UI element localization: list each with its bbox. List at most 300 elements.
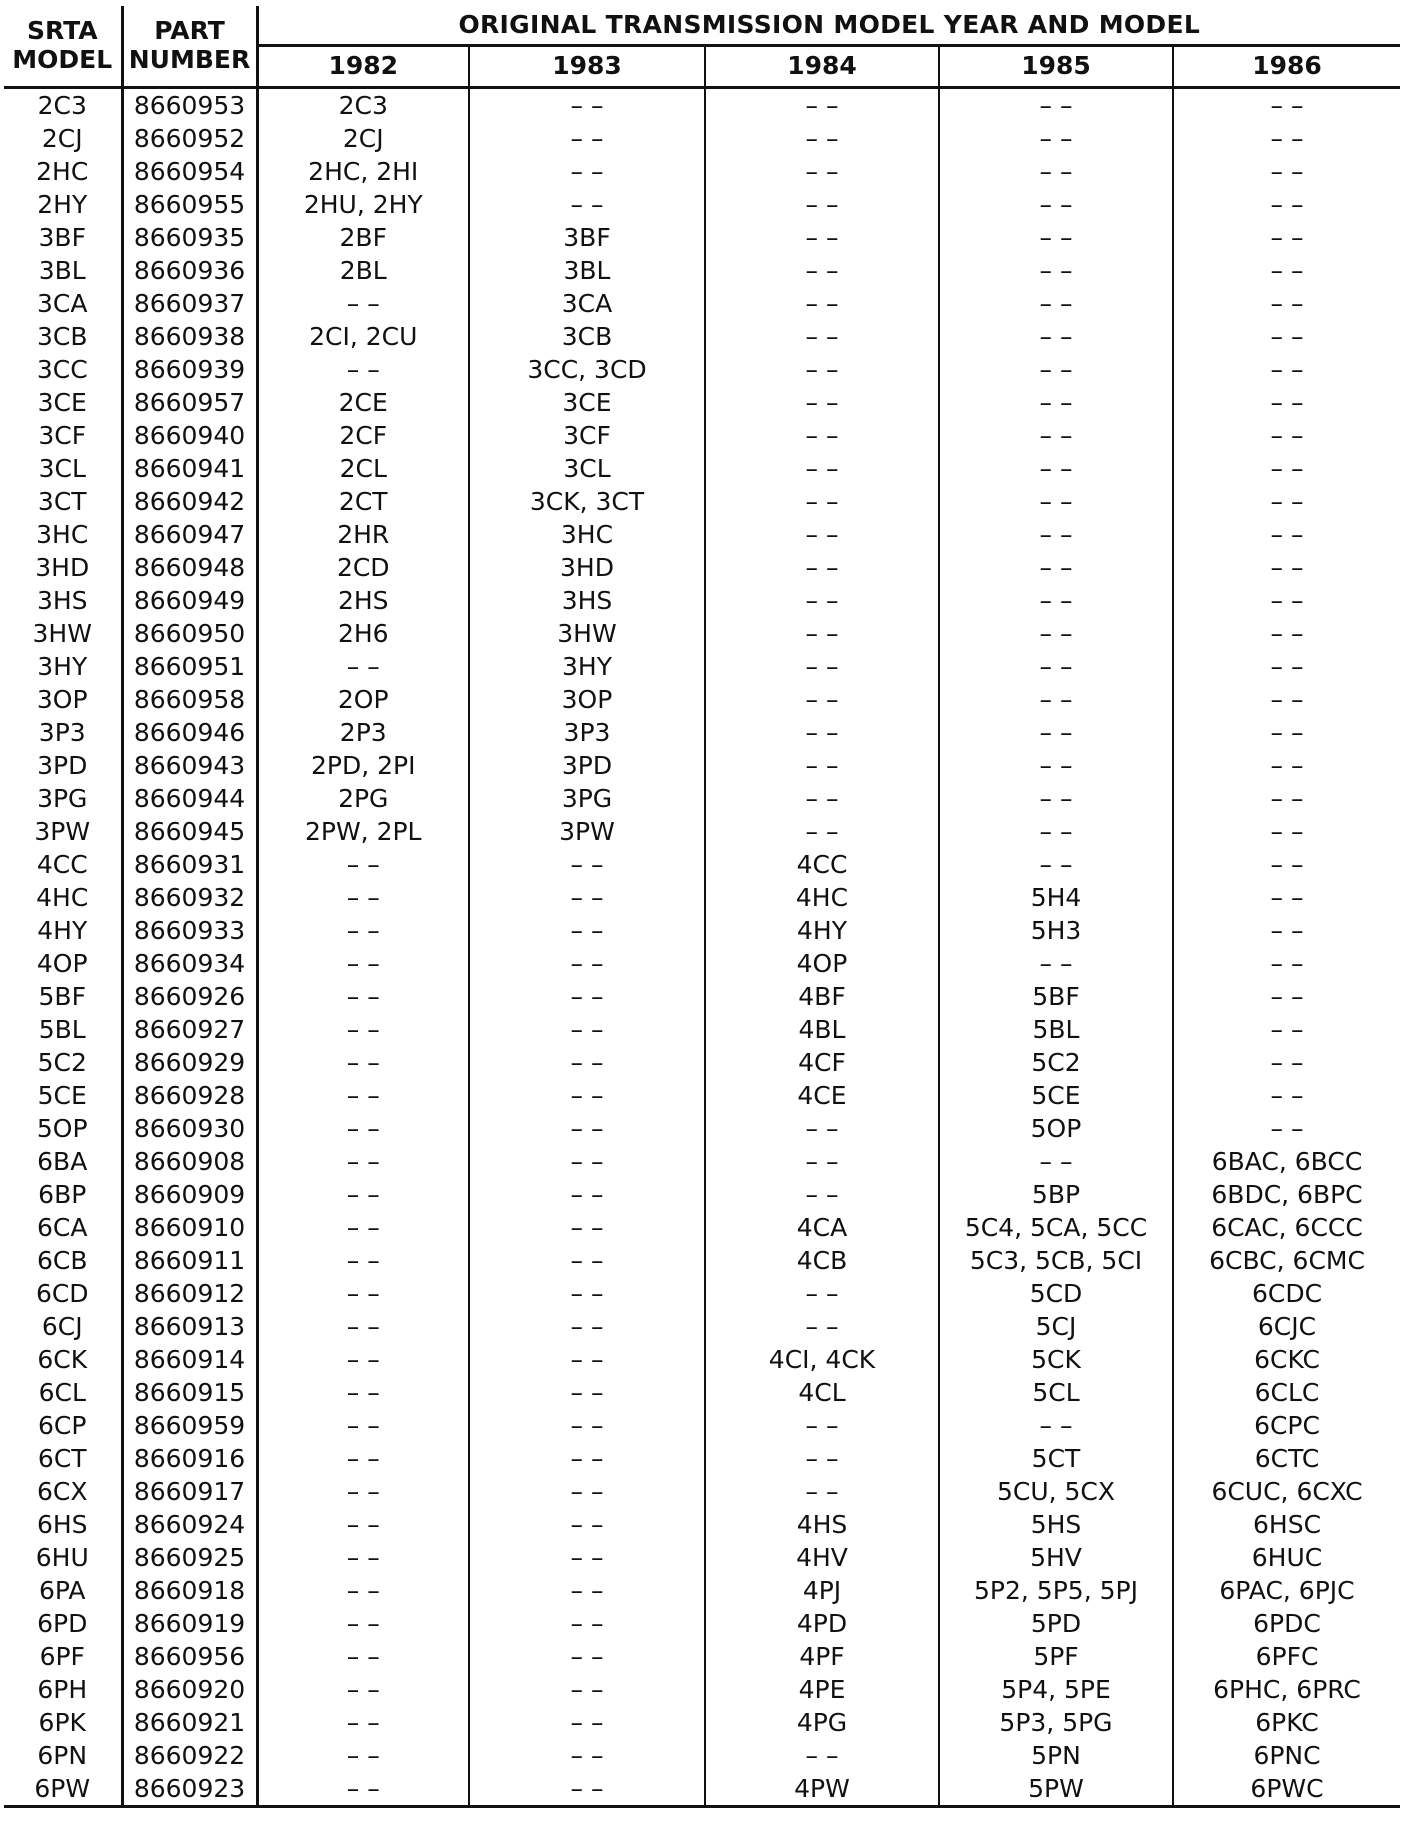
cell-part-number: 8660925 bbox=[122, 1541, 257, 1574]
table-row bbox=[4, 1112, 1400, 1145]
table-row bbox=[4, 88, 1400, 123]
table-row bbox=[4, 1475, 1400, 1508]
cell-1985: – – bbox=[939, 749, 1173, 782]
cell-1984: – – bbox=[705, 815, 939, 848]
cell-1986: 6CLC bbox=[1254, 1378, 1320, 1407]
cell-1986: – – bbox=[1270, 553, 1304, 582]
cell-srta-model: 4OP bbox=[4, 947, 122, 980]
cell-srta-model: 6CA bbox=[4, 1211, 122, 1244]
cell-1983: 3HD bbox=[469, 551, 705, 584]
cell-1985: 5P4, 5PE bbox=[939, 1673, 1173, 1706]
table-row bbox=[4, 1442, 1400, 1475]
cell-part-number: 8660947 bbox=[122, 518, 257, 551]
cell-1983: – – bbox=[469, 1079, 705, 1112]
srta-model-table bbox=[4, 6, 1400, 1808]
cell-1984: – – bbox=[705, 386, 939, 419]
cell-1982: – – bbox=[257, 1310, 469, 1343]
cell-1984: – – bbox=[705, 221, 939, 254]
table-row bbox=[4, 1211, 1400, 1244]
cell-1985: – – bbox=[939, 188, 1173, 221]
cell-1986: – – bbox=[1270, 685, 1304, 714]
cell-1984: – – bbox=[705, 1310, 939, 1343]
table-row bbox=[4, 914, 1400, 947]
cell-srta-model: 6PK bbox=[4, 1706, 122, 1739]
cell-1983: – – bbox=[469, 1277, 705, 1310]
cell-1985: 5HV bbox=[939, 1541, 1173, 1574]
cell-part-number: 8660917 bbox=[122, 1475, 257, 1508]
header-part-number bbox=[122, 6, 257, 88]
table-row bbox=[4, 749, 1400, 782]
cell-part-number: 8660912 bbox=[122, 1277, 257, 1310]
cell-1984: 4OP bbox=[705, 947, 939, 980]
cell-1985: – – bbox=[939, 518, 1173, 551]
cell-srta-model: 3HW bbox=[4, 617, 122, 650]
cell-1983: 3BF bbox=[469, 221, 705, 254]
cell-srta-model: 3HS bbox=[4, 584, 122, 617]
cell-1983: – – bbox=[469, 848, 705, 881]
cell-1985: 5BF bbox=[939, 980, 1173, 1013]
cell-srta-model: 3OP bbox=[4, 683, 122, 716]
table-row bbox=[4, 980, 1400, 1013]
cell-1983: – – bbox=[469, 1673, 705, 1706]
cell-1985: – – bbox=[939, 815, 1173, 848]
cell-1984: – – bbox=[705, 452, 939, 485]
cell-1985: – – bbox=[939, 287, 1173, 320]
cell-1982: 2CD bbox=[257, 551, 469, 584]
cell-1986: – – bbox=[1270, 421, 1304, 450]
cell-1983: – – bbox=[469, 1310, 705, 1343]
cell-1982: – – bbox=[257, 1211, 469, 1244]
cell-1986: – – bbox=[1270, 784, 1304, 813]
cell-1985: 5C2 bbox=[939, 1046, 1173, 1079]
cell-srta-model: 3PW bbox=[4, 815, 122, 848]
cell-1982: – – bbox=[257, 1343, 469, 1376]
cell-1985: 5CK bbox=[939, 1343, 1173, 1376]
cell-1986: 6BAC, 6BCC bbox=[1211, 1147, 1363, 1176]
cell-srta-model: 5OP bbox=[4, 1112, 122, 1145]
cell-srta-model: 6PA bbox=[4, 1574, 122, 1607]
cell-1985: – – bbox=[939, 155, 1173, 188]
cell-1983: – – bbox=[469, 1013, 705, 1046]
table-row bbox=[4, 716, 1400, 749]
cell-1982: – – bbox=[257, 353, 469, 386]
cell-part-number: 8660948 bbox=[122, 551, 257, 584]
cell-1986: – – bbox=[1270, 751, 1304, 780]
cell-1985: 5OP bbox=[939, 1112, 1173, 1145]
table-header bbox=[4, 6, 1400, 88]
cell-1985: – – bbox=[939, 221, 1173, 254]
cell-1986: 6CDC bbox=[1251, 1279, 1323, 1308]
table-row bbox=[4, 815, 1400, 848]
cell-1985: – – bbox=[939, 947, 1173, 980]
table-row bbox=[4, 1640, 1400, 1673]
cell-1986: – – bbox=[1270, 982, 1304, 1011]
cell-1986: 6PDC bbox=[1253, 1609, 1321, 1638]
cell-1985: – – bbox=[939, 386, 1173, 419]
cell-1982: 2CJ bbox=[257, 122, 469, 155]
cell-1986: – – bbox=[1270, 223, 1304, 252]
table-row bbox=[4, 452, 1400, 485]
cell-1983: – – bbox=[469, 188, 705, 221]
cell-1983: – – bbox=[469, 1442, 705, 1475]
cell-1984: – – bbox=[705, 683, 939, 716]
cell-srta-model: 6PF bbox=[4, 1640, 122, 1673]
cell-1986: 6CTC bbox=[1254, 1444, 1320, 1473]
cell-1986: – – bbox=[1270, 916, 1304, 945]
cell-1984: 4PW bbox=[705, 1772, 939, 1807]
cell-1983: 3PW bbox=[469, 815, 705, 848]
cell-srta-model: 6HS bbox=[4, 1508, 122, 1541]
cell-1984: 4PJ bbox=[705, 1574, 939, 1607]
cell-1983: – – bbox=[469, 1343, 705, 1376]
cell-1986: 6CUC, 6CXC bbox=[1211, 1477, 1363, 1506]
table-row bbox=[4, 1574, 1400, 1607]
table-row bbox=[4, 1277, 1400, 1310]
cell-1982: – – bbox=[257, 1409, 469, 1442]
cell-1982: 2PW, 2PL bbox=[257, 815, 469, 848]
cell-1983: – – bbox=[469, 1178, 705, 1211]
header-year-1985: 1985 bbox=[939, 46, 1173, 88]
cell-part-number: 8660959 bbox=[122, 1409, 257, 1442]
cell-1982: 2BL bbox=[257, 254, 469, 287]
cell-1984: 4HS bbox=[705, 1508, 939, 1541]
cell-1986: 6CBC, 6CMC bbox=[1209, 1246, 1365, 1275]
cell-1984: – – bbox=[705, 1442, 939, 1475]
table-row bbox=[4, 1739, 1400, 1772]
cell-1986: – – bbox=[1270, 157, 1304, 186]
cell-1986: – – bbox=[1270, 817, 1304, 846]
cell-1984: – – bbox=[705, 650, 939, 683]
cell-srta-model: 6PN bbox=[4, 1739, 122, 1772]
header-row-top bbox=[4, 6, 1400, 46]
table-body bbox=[4, 88, 1400, 1807]
cell-1985: – – bbox=[939, 122, 1173, 155]
cell-part-number: 8660943 bbox=[122, 749, 257, 782]
cell-1985: – – bbox=[939, 584, 1173, 617]
table-row bbox=[4, 683, 1400, 716]
cell-part-number: 8660932 bbox=[122, 881, 257, 914]
table-row bbox=[4, 1310, 1400, 1343]
cell-part-number: 8660942 bbox=[122, 485, 257, 518]
cell-1986: 6HUC bbox=[1251, 1543, 1323, 1572]
cell-1982: 2P3 bbox=[257, 716, 469, 749]
cell-1985: 5CU, 5CX bbox=[939, 1475, 1173, 1508]
table-row bbox=[4, 1013, 1400, 1046]
cell-1984: 4CI, 4CK bbox=[705, 1343, 939, 1376]
cell-1986: – – bbox=[1270, 520, 1304, 549]
cell-srta-model: 3BL bbox=[4, 254, 122, 287]
cell-1983: 3HS bbox=[469, 584, 705, 617]
table-row bbox=[4, 254, 1400, 287]
cell-1984: – – bbox=[705, 1739, 939, 1772]
cell-1985: – – bbox=[939, 88, 1173, 123]
table-row bbox=[4, 947, 1400, 980]
cell-1984: – – bbox=[705, 287, 939, 320]
cell-srta-model: 6PD bbox=[4, 1607, 122, 1640]
cell-1983: 3PD bbox=[469, 749, 705, 782]
cell-srta-model: 3CE bbox=[4, 386, 122, 419]
table-row bbox=[4, 617, 1400, 650]
table-row bbox=[4, 1409, 1400, 1442]
cell-1986: – – bbox=[1270, 190, 1304, 219]
cell-1985: – – bbox=[939, 452, 1173, 485]
cell-srta-model: 6CD bbox=[4, 1277, 122, 1310]
cell-1986: – – bbox=[1270, 124, 1304, 153]
cell-1984: 4HC bbox=[705, 881, 939, 914]
header-year-1982: 1982 bbox=[257, 46, 469, 88]
cell-1985: 5P2, 5P5, 5PJ bbox=[939, 1574, 1173, 1607]
cell-part-number: 8660949 bbox=[122, 584, 257, 617]
table-row bbox=[4, 1607, 1400, 1640]
table-row bbox=[4, 584, 1400, 617]
cell-1983: – – bbox=[469, 914, 705, 947]
table-row bbox=[4, 1673, 1400, 1706]
cell-srta-model: 5C2 bbox=[4, 1046, 122, 1079]
cell-1985: 5CJ bbox=[939, 1310, 1173, 1343]
cell-part-number: 8660914 bbox=[122, 1343, 257, 1376]
table-row bbox=[4, 419, 1400, 452]
cell-1986: 6BDC, 6BPC bbox=[1211, 1180, 1363, 1209]
cell-srta-model: 3HC bbox=[4, 518, 122, 551]
cell-1984: – – bbox=[705, 584, 939, 617]
cell-1985: – – bbox=[939, 1409, 1173, 1442]
cell-1983: – – bbox=[469, 1574, 705, 1607]
cell-1983: 3HC bbox=[469, 518, 705, 551]
cell-1985: – – bbox=[939, 320, 1173, 353]
cell-1982: – – bbox=[257, 1475, 469, 1508]
cell-part-number: 8660935 bbox=[122, 221, 257, 254]
cell-1986: – – bbox=[1270, 652, 1304, 681]
cell-part-number: 8660954 bbox=[122, 155, 257, 188]
cell-1986: – – bbox=[1270, 289, 1304, 318]
cell-1984: – – bbox=[705, 617, 939, 650]
cell-srta-model: 3BF bbox=[4, 221, 122, 254]
cell-1984: – – bbox=[705, 155, 939, 188]
cell-1982: – – bbox=[257, 947, 469, 980]
cell-srta-model: 2HC bbox=[4, 155, 122, 188]
cell-1982: 2HS bbox=[257, 584, 469, 617]
cell-1982: 2CT bbox=[257, 485, 469, 518]
cell-part-number: 8660933 bbox=[122, 914, 257, 947]
cell-1985: 5PD bbox=[939, 1607, 1173, 1640]
cell-1986: – – bbox=[1270, 355, 1304, 384]
cell-1984: – – bbox=[705, 88, 939, 123]
cell-1982: – – bbox=[257, 1079, 469, 1112]
cell-1983: – – bbox=[469, 122, 705, 155]
cell-1984: 4PF bbox=[705, 1640, 939, 1673]
header-original-transmission: ORIGINAL TRANSMISSION MODEL YEAR AND MODEL bbox=[257, 6, 1400, 46]
table-row bbox=[4, 848, 1400, 881]
cell-1984: 4PE bbox=[705, 1673, 939, 1706]
cell-1986: – – bbox=[1270, 388, 1304, 417]
cell-1986: – – bbox=[1270, 454, 1304, 483]
table-row bbox=[4, 188, 1400, 221]
cell-srta-model: 6CX bbox=[4, 1475, 122, 1508]
table-row bbox=[4, 320, 1400, 353]
cell-1983: 3CF bbox=[469, 419, 705, 452]
cell-part-number: 8660940 bbox=[122, 419, 257, 452]
cell-1984: 4CB bbox=[705, 1244, 939, 1277]
cell-1986: 6CAC, 6CCC bbox=[1211, 1213, 1363, 1242]
cell-1983: – – bbox=[469, 881, 705, 914]
cell-1985: 5PW bbox=[939, 1772, 1173, 1807]
cell-1982: – – bbox=[257, 287, 469, 320]
cell-part-number: 8660955 bbox=[122, 188, 257, 221]
cell-1982: 2BF bbox=[257, 221, 469, 254]
cell-1983: – – bbox=[469, 1541, 705, 1574]
cell-part-number: 8660918 bbox=[122, 1574, 257, 1607]
cell-1982: – – bbox=[257, 1376, 469, 1409]
cell-1984: – – bbox=[705, 188, 939, 221]
cell-1983: – – bbox=[469, 1046, 705, 1079]
table-row bbox=[4, 1178, 1400, 1211]
cell-srta-model: 3CC bbox=[4, 353, 122, 386]
table-row bbox=[4, 1376, 1400, 1409]
cell-1983: 3CK, 3CT bbox=[469, 485, 705, 518]
cell-1985: – – bbox=[939, 716, 1173, 749]
cell-1982: 2C3 bbox=[257, 88, 469, 123]
cell-1983: 3PG bbox=[469, 782, 705, 815]
cell-1984: 4HV bbox=[705, 1541, 939, 1574]
cell-part-number: 8660911 bbox=[122, 1244, 257, 1277]
cell-part-number: 8660921 bbox=[122, 1706, 257, 1739]
table-row bbox=[4, 1046, 1400, 1079]
cell-part-number: 8660919 bbox=[122, 1607, 257, 1640]
cell-1984: – – bbox=[705, 551, 939, 584]
cell-1986: – – bbox=[1270, 91, 1304, 120]
cell-1982: – – bbox=[257, 848, 469, 881]
cell-1983: – – bbox=[469, 1112, 705, 1145]
cell-1982: 2PG bbox=[257, 782, 469, 815]
cell-1983: – – bbox=[469, 1409, 705, 1442]
cell-part-number: 8660920 bbox=[122, 1673, 257, 1706]
cell-1982: 2HU, 2HY bbox=[257, 188, 469, 221]
cell-1984: – – bbox=[705, 122, 939, 155]
cell-1982: – – bbox=[257, 1013, 469, 1046]
cell-1984: – – bbox=[705, 782, 939, 815]
cell-1986: 6HSC bbox=[1253, 1510, 1322, 1539]
cell-srta-model: 6CB bbox=[4, 1244, 122, 1277]
cell-1983: 3CB bbox=[469, 320, 705, 353]
table-row bbox=[4, 386, 1400, 419]
cell-srta-model: 5BL bbox=[4, 1013, 122, 1046]
cell-1986: – – bbox=[1270, 883, 1304, 912]
cell-1984: 4CL bbox=[705, 1376, 939, 1409]
cell-part-number: 8660922 bbox=[122, 1739, 257, 1772]
cell-1985: – – bbox=[939, 254, 1173, 287]
cell-part-number: 8660950 bbox=[122, 617, 257, 650]
cell-1983: 3CA bbox=[469, 287, 705, 320]
cell-1985: – – bbox=[939, 1145, 1173, 1178]
cell-1982: – – bbox=[257, 1673, 469, 1706]
table-row bbox=[4, 1541, 1400, 1574]
cell-1983: – – bbox=[469, 155, 705, 188]
cell-part-number: 8660958 bbox=[122, 683, 257, 716]
cell-part-number: 8660952 bbox=[122, 122, 257, 155]
cell-1984: – – bbox=[705, 1178, 939, 1211]
cell-srta-model: 6CJ bbox=[4, 1310, 122, 1343]
cell-1983: 3HY bbox=[469, 650, 705, 683]
cell-srta-model: 4HC bbox=[4, 881, 122, 914]
cell-1982: – – bbox=[257, 1640, 469, 1673]
cell-1985: 5PN bbox=[939, 1739, 1173, 1772]
cell-part-number: 8660915 bbox=[122, 1376, 257, 1409]
cell-part-number: 8660941 bbox=[122, 452, 257, 485]
cell-1982: – – bbox=[257, 1508, 469, 1541]
cell-1985: 5P3, 5PG bbox=[939, 1706, 1173, 1739]
cell-1982: 2OP bbox=[257, 683, 469, 716]
cell-1986: – – bbox=[1270, 949, 1304, 978]
cell-1985: – – bbox=[939, 782, 1173, 815]
cell-1986: 6PWC bbox=[1173, 1772, 1400, 1807]
cell-1986: – – bbox=[1270, 1081, 1304, 1110]
cell-part-number: 8660957 bbox=[122, 386, 257, 419]
cell-srta-model: 3CF bbox=[4, 419, 122, 452]
header-year-1983: 1983 bbox=[469, 46, 705, 88]
cell-srta-model: 6PW bbox=[4, 1772, 122, 1807]
table-row bbox=[4, 782, 1400, 815]
cell-srta-model: 2CJ bbox=[4, 122, 122, 155]
cell-1986: – – bbox=[1270, 619, 1304, 648]
header-srta-model bbox=[4, 6, 122, 88]
cell-srta-model: 6BA bbox=[4, 1145, 122, 1178]
cell-1985: – – bbox=[939, 650, 1173, 683]
cell-1982: 2CL bbox=[257, 452, 469, 485]
cell-1984: 4CF bbox=[705, 1046, 939, 1079]
cell-srta-model: 6CK bbox=[4, 1343, 122, 1376]
cell-part-number: 8660937 bbox=[122, 287, 257, 320]
cell-1985: 5BP bbox=[939, 1178, 1173, 1211]
cell-srta-model: 3P3 bbox=[4, 716, 122, 749]
cell-1985: 5CD bbox=[939, 1277, 1173, 1310]
cell-1985: – – bbox=[939, 419, 1173, 452]
cell-srta-model: 4HY bbox=[4, 914, 122, 947]
cell-1986: – – bbox=[1270, 850, 1304, 879]
cell-1983: 3CE bbox=[469, 386, 705, 419]
cell-1983: 3P3 bbox=[469, 716, 705, 749]
cell-1982: – – bbox=[257, 980, 469, 1013]
cell-1984: 4PD bbox=[705, 1607, 939, 1640]
header-srta-model-label: SRTA MODEL bbox=[12, 16, 113, 74]
cell-1986: 6CKC bbox=[1254, 1345, 1320, 1374]
cell-1984: – – bbox=[705, 254, 939, 287]
cell-part-number: 8660926 bbox=[122, 980, 257, 1013]
cell-1982: – – bbox=[257, 1442, 469, 1475]
cell-part-number: 8660931 bbox=[122, 848, 257, 881]
cell-srta-model: 2HY bbox=[4, 188, 122, 221]
cell-srta-model: 3CL bbox=[4, 452, 122, 485]
cell-1984: – – bbox=[705, 1112, 939, 1145]
cell-1985: 5CE bbox=[939, 1079, 1173, 1112]
cell-part-number: 8660945 bbox=[122, 815, 257, 848]
cell-part-number: 8660936 bbox=[122, 254, 257, 287]
cell-1983: – – bbox=[469, 1607, 705, 1640]
cell-1982: – – bbox=[257, 1046, 469, 1079]
cell-1986: – – bbox=[1270, 487, 1304, 516]
cell-1984: – – bbox=[705, 749, 939, 782]
cell-1983: – – bbox=[469, 1475, 705, 1508]
table-row bbox=[4, 353, 1400, 386]
cell-srta-model: 6CP bbox=[4, 1409, 122, 1442]
cell-1983: 3CC, 3CD bbox=[469, 353, 705, 386]
cell-1986: 6CJC bbox=[1257, 1312, 1317, 1341]
table-row bbox=[4, 1508, 1400, 1541]
cell-1982: 2HC, 2HI bbox=[257, 155, 469, 188]
cell-1983: – – bbox=[469, 1211, 705, 1244]
cell-srta-model: 6CT bbox=[4, 1442, 122, 1475]
cell-1986: 6PFC bbox=[1255, 1642, 1319, 1671]
cell-srta-model: 2C3 bbox=[4, 88, 122, 123]
